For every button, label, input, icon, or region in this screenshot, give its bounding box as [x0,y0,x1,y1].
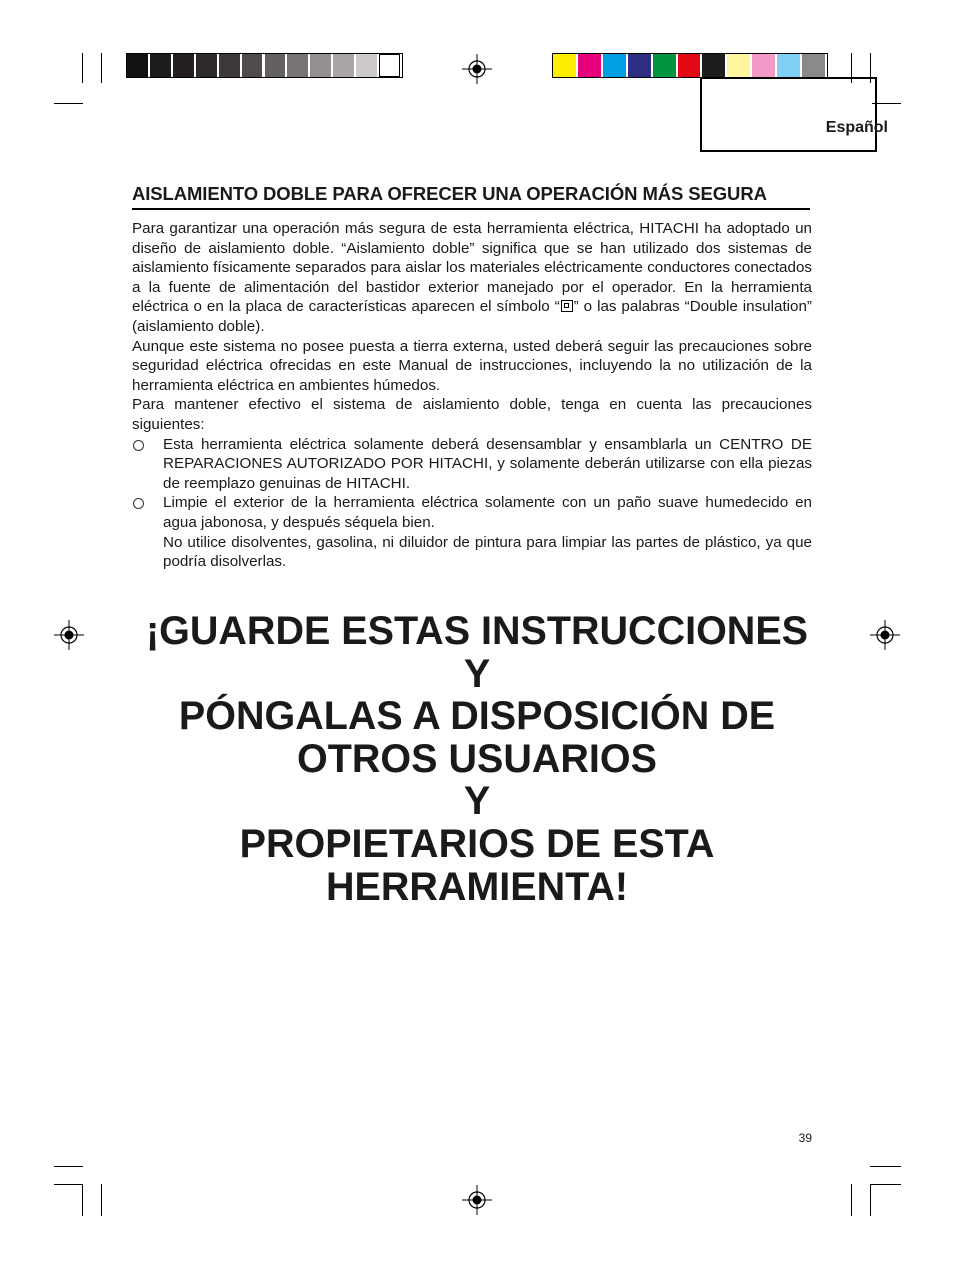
bullet-circle-icon [133,498,144,509]
page-number: 39 [798,1131,812,1145]
registration-mark-icon [462,54,492,84]
color-swatch [379,54,400,77]
bullet-circle-icon [133,440,144,451]
color-swatch [678,54,701,77]
color-swatch [287,54,308,77]
notice-line: Y [463,651,491,696]
gray-color-bar [126,53,403,78]
paragraph-3: Para mantener efectivo el sistema de aislamiento doble, tenga en cuenta las precauciones siguientes: [132,396,812,433]
color-swatch [310,54,331,77]
color-swatch [628,54,651,77]
registration-mark-icon [870,620,900,650]
color-swatch [603,54,626,77]
color-swatch [727,54,750,77]
body-text [132,219,812,572]
color-swatch [653,54,676,77]
color-swatch [777,54,800,77]
process-color-bar [552,53,828,78]
registration-mark-icon [54,620,84,650]
language-tab-box [700,77,877,152]
list-item: Limpie el exterior de la herramienta eléctrica solamente con un paño suave humedecido en agua jabonosa, y después séquela bien. No utilice disolventes, gasolina, ni diluidor de pintura para limpiar las partes de plástico, ya que podría disolverlas. [132,493,812,571]
color-swatch [150,54,171,77]
list-item: Esta herramienta eléctrica solamente deberá desensamblar y ensamblarla un CENTRO DE REPARACIONES AUTORIZADO POR HITACHI, y solamente deberán utilizarse con ella piezas de reemplazo genuinas de HITACHI. [132,435,812,494]
color-swatch [242,54,263,77]
notice-line: HERRAMIENTA! [325,864,629,909]
language-label: Español [825,119,888,136]
color-swatch [578,54,601,77]
registration-mark-icon [462,1185,492,1215]
paragraph-2: Aunque este sistema no posee puesta a tierra externa, usted deberá seguir las precauciones sobre seguridad eléctrica ofrecidas en este Manual de instrucciones, incluyendo la no utilización de la herramienta eléctrica en ambientes húmedos. [132,337,812,394]
notice-line: OTROS USUARIOS [297,736,657,781]
color-swatch [127,54,148,77]
paragraph-1: Para garantizar una operación más segura de esta herramienta eléctrica, HITACHI ha adoptado un diseño de aislamiento doble. “Aislamiento doble” significa que se han utilizado dos sistemas de aislamiento físicamente separados para aislar los materiales eléctricamente conductores conectados a la fuente de alimentación del bastidor exterior manejado por el operador. En la herramienta eléctrica o en la placa de características aparecen el símbolo “ ” o las palabras “Double insulation” (aislamiento doble). [132,220,812,335]
color-swatch [356,54,377,77]
color-swatch [702,54,725,77]
notice-line: Y [463,779,491,824]
notice-line: PROPIETARIOS DE ESTA [239,821,715,866]
double-insulation-icon [561,300,573,312]
color-swatch [752,54,775,77]
save-instructions-notice [100,610,854,908]
color-swatch [333,54,354,77]
color-swatch [196,54,217,77]
color-swatch [553,54,576,77]
color-swatch [173,54,194,77]
color-swatch [219,54,240,77]
notice-line: PÓNGALAS A DISPOSICIÓN DE [178,694,776,739]
notice-line: ¡GUARDE ESTAS INSTRUCCIONES [145,609,809,653]
color-swatch [802,54,825,77]
color-swatch [265,54,286,77]
section-heading: AISLAMIENTO DOBLE PARA OFRECER UNA OPERACIÓN MÁS SEGURA [132,183,810,210]
